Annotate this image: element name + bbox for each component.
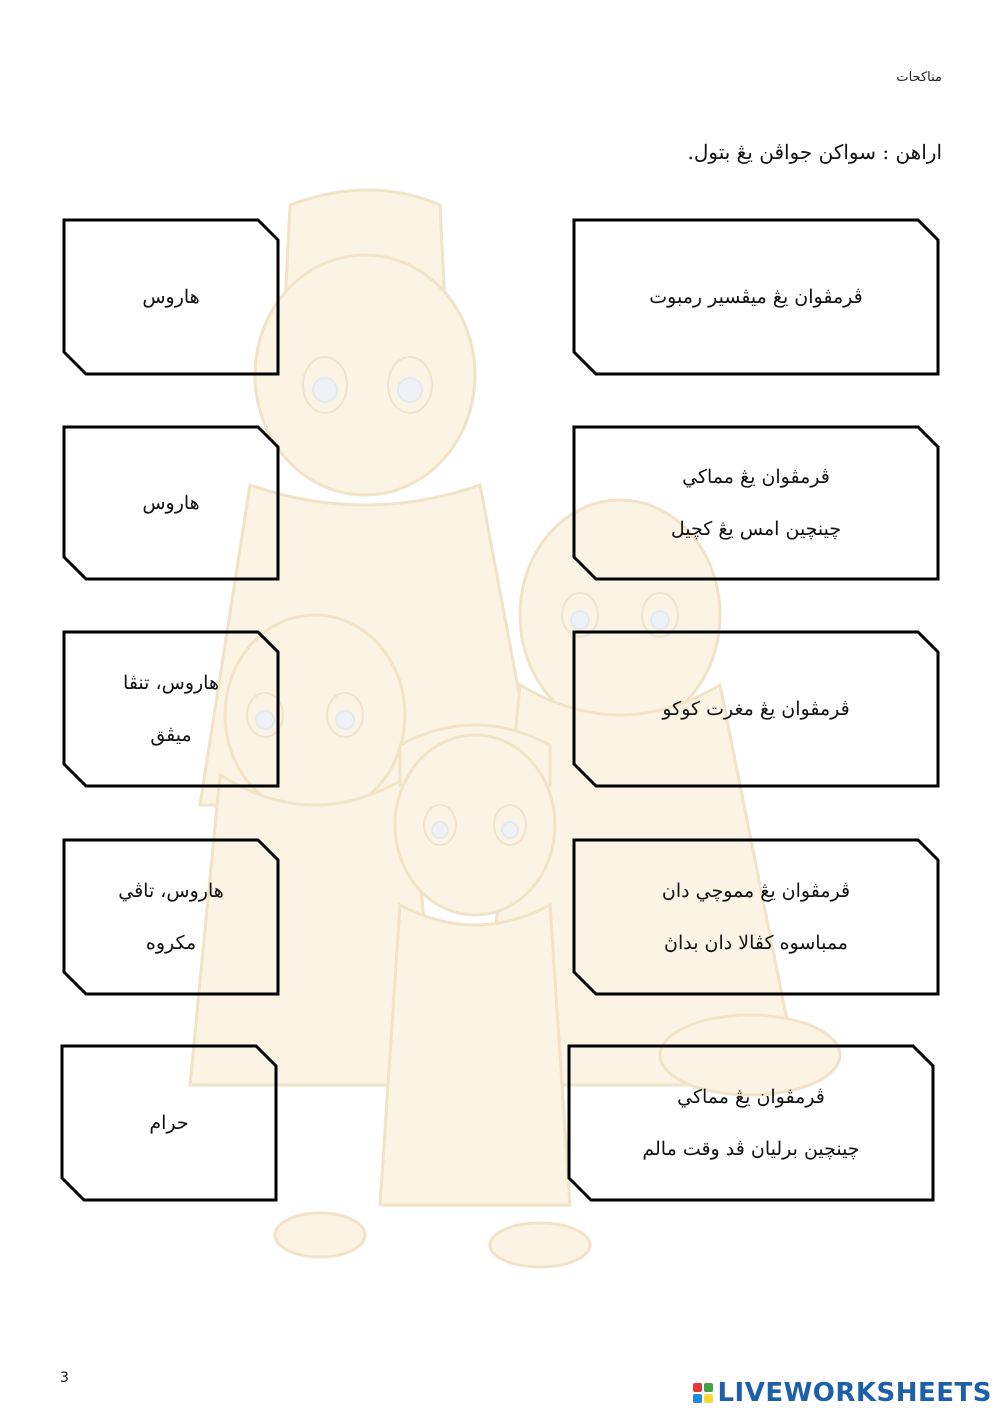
card-text-line-1: ڤرمڤوان يڠ مماكي <box>682 466 830 488</box>
header-label: مناكحات <box>896 70 942 85</box>
card-text-line-1: ڤرمڤوان يڠ مموچي دان <box>661 880 851 902</box>
card-text-line-1: ڤرمڤوان يڠ مماكي <box>677 1086 825 1108</box>
right-card-5[interactable] <box>567 1044 935 1202</box>
card-text-line-2: ممباسوه كڤالا دان بداڽ <box>664 932 848 954</box>
page-number: 3 <box>60 1370 69 1386</box>
brand-blocks-icon <box>693 1383 713 1403</box>
right-card-4[interactable] <box>572 838 940 996</box>
right-card-1[interactable] <box>572 218 940 376</box>
left-card-1[interactable] <box>62 218 280 376</box>
card-text-line-2: چينچين امس يڠ كچيل <box>670 518 842 540</box>
card-text-line-1: هاروس، تنڤا <box>123 672 219 694</box>
left-card-5[interactable] <box>60 1044 278 1202</box>
card-text-line-1: ڤرمڤوان يڠ ميڤسير رمبوت <box>649 286 863 308</box>
card-text-line-1: حرام <box>149 1112 189 1134</box>
right-card-3[interactable] <box>572 630 940 788</box>
right-card-2[interactable] <box>572 425 940 581</box>
card-text-line-1: هاروس <box>142 492 200 514</box>
card-text-line-1: هاروس، تاڤي <box>118 880 224 902</box>
left-card-2[interactable] <box>62 425 280 581</box>
card-text-line-2: مكروه <box>145 932 197 954</box>
left-card-3[interactable] <box>62 630 280 788</box>
card-text-line-1: ڤرمڤوان يڠ مغرت كوكو <box>662 698 850 720</box>
instruction: اراهن : سواكن جواڤن يڠ بتول. <box>687 140 942 164</box>
left-card-4[interactable] <box>62 838 280 996</box>
card-text-line-2: ميڤق <box>150 724 192 746</box>
brand-text: LIVEWORKSHEETS <box>717 1378 992 1408</box>
liveworksheets-logo <box>693 1378 992 1408</box>
card-text-line-2: چينچين برليان ڤد وقت مالم <box>642 1138 860 1160</box>
card-text-line-1: هاروس <box>142 286 200 308</box>
